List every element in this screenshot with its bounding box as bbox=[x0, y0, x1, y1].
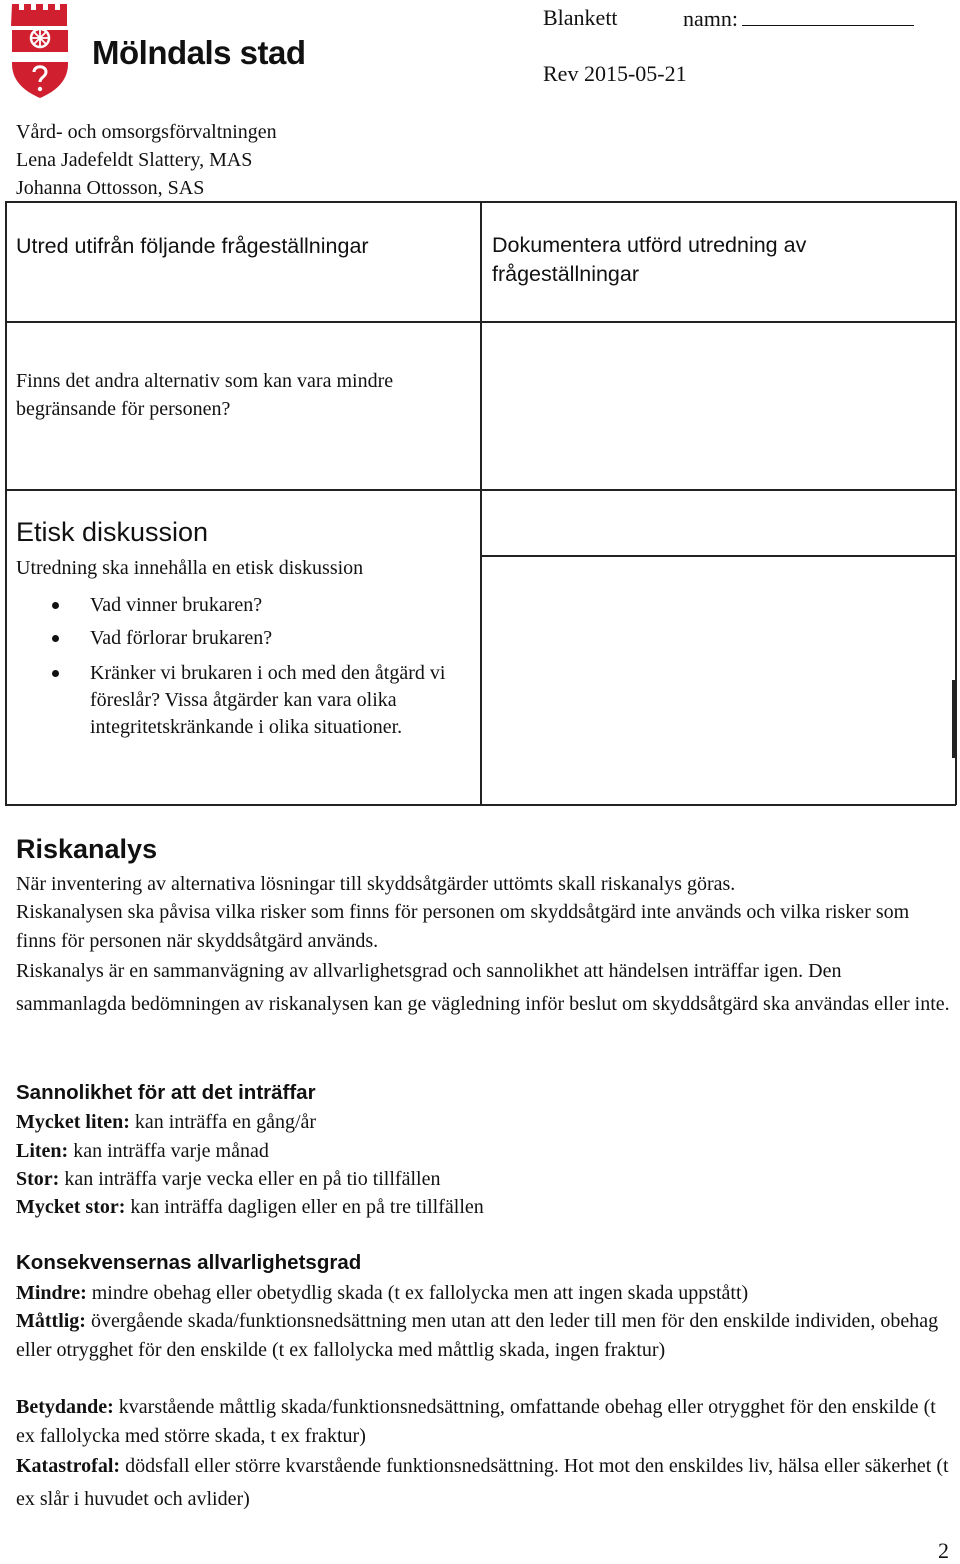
probability-item: Mycket liten: kan inträffa en gång/år bbox=[16, 1111, 317, 1133]
table-rule bbox=[952, 680, 955, 758]
table-rule bbox=[5, 201, 7, 805]
severity-title: Konsekvensernas allvarlighetsgrad bbox=[16, 1251, 362, 1274]
page-number: 2 bbox=[938, 1538, 949, 1563]
revision-date: Rev 2015-05-21 bbox=[543, 61, 687, 86]
form-name-field-label: namn: bbox=[683, 6, 738, 31]
organization-line: Johanna Ottosson, SAS bbox=[16, 177, 205, 199]
bullet-icon bbox=[52, 635, 59, 642]
probability-item: Stor: kan inträffa varje vecka eller en på tio tillfällen bbox=[16, 1168, 441, 1190]
ethics-intro: Utredning ska innehålla en etisk diskussion bbox=[16, 557, 364, 579]
risk-paragraph: När inventering av alternativa lösningar till skyddsåtgärder uttömts skall riskanalys göras. bbox=[16, 873, 736, 895]
probability-title: Sannolikhet för att det inträffar bbox=[16, 1081, 316, 1104]
logo-wordmark: Mölndals stad bbox=[92, 34, 306, 71]
ethics-title: Etisk diskussion bbox=[16, 517, 209, 547]
risk-paragraph: Riskanalys är en sammanvägning av allvarlighetsgrad och sannolikhet att händelsen inträffar igen. Den sammanlagda bedömningen av riskanalysen kan ge vägledning inför beslut om skyddsåtgärd ska användas eller inte. bbox=[16, 960, 950, 1015]
column-header-document: Dokumentera utförd utredning av frågeställningar bbox=[492, 233, 807, 286]
answer-cell-ethics[interactable] bbox=[482, 557, 952, 803]
severity-item: Katastrofal: dödsfall eller större kvarstående funktionsnedsättning. Hot mot den enskildes liv, hälsa eller säkerhet (t ex slår i huvudet och avlider) bbox=[16, 1455, 949, 1510]
molndals-stad-logo bbox=[8, 0, 308, 100]
column-header-investigate: Utred utifrån följande frågeställningar bbox=[16, 234, 369, 258]
probability-item: Liten: kan inträffa varje månad bbox=[16, 1140, 269, 1162]
organization-line: Lena Jadefeldt Slattery, MAS bbox=[16, 149, 253, 171]
probability-item: Mycket stor: kan inträffa dagligen eller en på tre tillfällen bbox=[16, 1196, 484, 1218]
form-name-label: Blankett bbox=[543, 5, 618, 30]
form-name-blank-line bbox=[742, 5, 914, 26]
question-alternatives: Finns det andra alternativ som kan vara mindre begränsande för personen? bbox=[16, 370, 394, 420]
list-item: Vad vinner brukaren? bbox=[16, 592, 468, 619]
risk-paragraph: Riskanalysen ska påvisa vilka risker som finns för personen om skyddsåtgärd inte används och vilka risker som finns för personen när skyddsåtgärd används. bbox=[16, 901, 910, 952]
list-item: Kränker vi brukaren i och med den åtgärd vi föreslår? Vissa åtgärder kan vara olika integritetskränkande i olika situationer. bbox=[16, 660, 468, 741]
severity-item: Betydande: kvarstående måttlig skada/funktionsnedsättning, omfattande obehag eller otrygghet för den enskilde (t ex fallolycka med större skada, t ex fraktur) bbox=[16, 1396, 936, 1447]
organization-line: Vård- och omsorgsförvaltningen bbox=[16, 121, 277, 143]
list-item: Vad förlorar brukaren? bbox=[16, 625, 468, 652]
city-crest-icon bbox=[8, 0, 82, 100]
organization-block bbox=[16, 118, 277, 202]
table-rule bbox=[955, 201, 957, 805]
answer-cell-alternatives[interactable] bbox=[482, 323, 954, 488]
bullet-icon bbox=[52, 602, 59, 609]
risk-analysis-title: Riskanalys bbox=[16, 834, 158, 864]
severity-item: Mindre: mindre obehag eller obetydlig skada (t ex fallolycka men att ingen skada uppstått) bbox=[16, 1282, 749, 1304]
bullet-icon bbox=[52, 670, 59, 677]
form-name-field[interactable] bbox=[683, 5, 914, 32]
severity-item: Måttlig: övergående skada/funktionsnedsättning men utan att den leder till men för den enskilde individen, obehag eller otrygghet för den enskilde (t ex fallolycka med måttlig skada, ingen fraktur) bbox=[16, 1310, 939, 1361]
